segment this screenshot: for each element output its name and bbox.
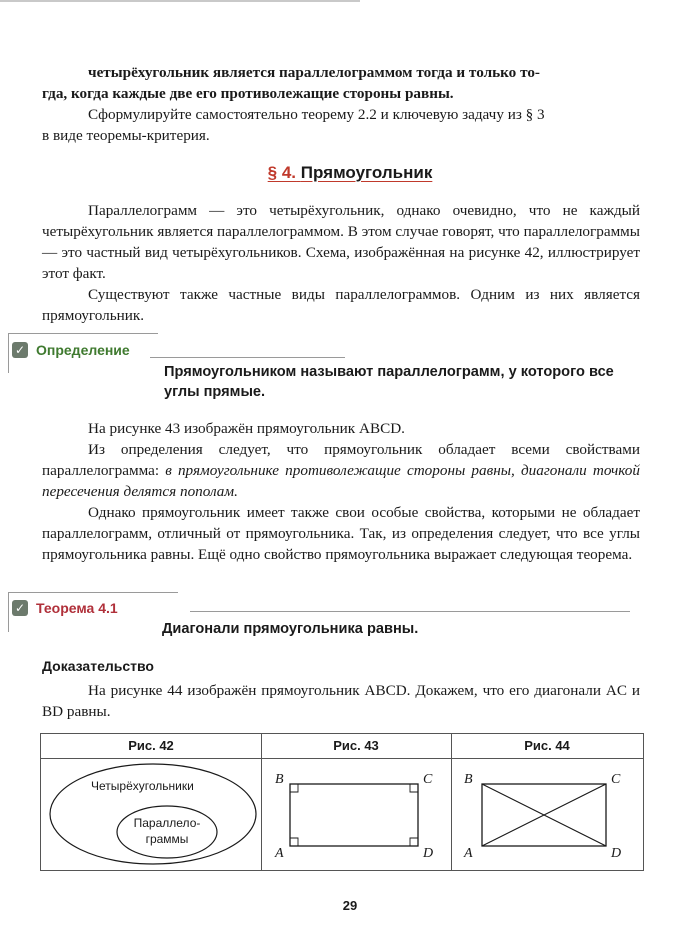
intro-line-1: четырёхугольник является параллелограммом тогда и только то- — [88, 64, 540, 81]
figure-43 — [261, 734, 452, 870]
paragraph-5 — [42, 502, 640, 565]
paragraph-3 — [42, 418, 640, 439]
paragraph-5-text: Однако прямоугольник имеет также свои особые свойства, которыми не обладает параллелограмм, отличный от прямоугольника. Так, из определения следует, что все углы прямоугольника равны. Ещё одно свойство прямоугольника выражает следующая теорема. — [42, 504, 640, 563]
vertex-a-label: A — [464, 846, 473, 861]
figures-table — [40, 733, 644, 871]
paragraph-4-italic: в прямоугольнике противолежащие стороны равны, диагонали точкой пересечения делятся пополам. — [42, 462, 640, 500]
intro-line-4: в виде теоремы-критерия. — [42, 127, 210, 144]
right-angle-marks — [290, 784, 418, 846]
definition-box-left — [8, 333, 9, 373]
paragraph-4 — [42, 439, 640, 502]
intro-task — [42, 104, 640, 146]
section-title — [0, 163, 700, 183]
figure-44-diagram — [451, 759, 643, 870]
vertex-d-label: D — [611, 846, 622, 861]
theorem-text: Диагонали прямоугольника равны. — [162, 621, 419, 637]
proof-text-content: На рисунке 44 изображён прямоугольник ABCD. Докажем, что его диагонали AC и BD равны. — [42, 682, 640, 720]
vertex-b-label: B — [275, 772, 284, 787]
definition-label: Определение — [36, 342, 130, 358]
page-number: 29 — [342, 898, 358, 913]
figure-42-diagram — [41, 759, 261, 870]
paragraph-1 — [42, 200, 640, 284]
theorem-box-left — [8, 592, 9, 632]
figure-44 — [451, 734, 643, 870]
definition-box-top — [8, 333, 158, 334]
vertex-c-label: C — [611, 772, 621, 787]
checkbox-icon: ✓ — [12, 600, 28, 616]
intro-statement — [42, 62, 640, 104]
intro-line-3: Сформулируйте самостоятельно теорему 2.2 и ключевую задачу из § 3 — [88, 106, 545, 123]
theorem-box-top — [8, 592, 178, 593]
section-title-text: Прямоугольник — [300, 163, 433, 182]
top-rule — [0, 0, 360, 2]
figure-42-caption: Рис. 42 — [41, 734, 261, 759]
theorem-header — [12, 596, 118, 620]
theorem-box-rule — [190, 611, 630, 612]
proof-text — [42, 680, 640, 722]
vertex-d-label: D — [423, 846, 434, 861]
checkbox-icon: ✓ — [12, 342, 28, 358]
paragraph-3-text: На рисунке 43 изображён прямоугольник ABCD. — [88, 420, 405, 437]
vertex-b-label: B — [464, 772, 473, 787]
rectangle-abcd — [290, 784, 418, 846]
definition-box-rule — [150, 357, 345, 358]
figure-43-caption: Рис. 43 — [261, 734, 451, 759]
figure-43-diagram — [261, 759, 451, 870]
paragraph-2-text: Существуют также частные виды параллелограммов. Одним из них является прямоугольник. — [42, 286, 640, 324]
section-number: § 4. — [267, 163, 297, 182]
proof-heading: Доказательство — [42, 658, 154, 674]
paragraph-4-text: Из определения следует, что прямоугольник обладает всеми свойствами параллелограмма: — [42, 441, 640, 479]
quadrilaterals-label: Четырёхугольники — [91, 779, 194, 793]
paragraph-2 — [42, 284, 640, 326]
definition-header — [12, 338, 130, 362]
figure-44-caption: Рис. 44 — [451, 734, 643, 759]
theorem-label: Теорема 4.1 — [36, 600, 118, 616]
definition-text: Прямоугольником называют параллелограмм, у которого все углы прямые. — [164, 364, 614, 400]
figure-42 — [41, 734, 262, 870]
vertex-a-label: A — [275, 846, 284, 861]
parallelograms-label-line-1: Параллело- — [133, 816, 201, 830]
parallelograms-label-line-2: граммы — [145, 832, 189, 846]
vertex-c-label: C — [423, 772, 433, 787]
paragraph-1-text: Параллелограмм — это четырёхугольник, однако очевидно, что не каждый четырёхугольник является параллелограммом. В этом случае говорят, что параллелограммы — это частный вид четырёхугольников. Схема, изображённая на рисунке 42, иллюстрирует этот факт. — [42, 202, 640, 282]
intro-line-2: гда, когда каждые две его противолежащие стороны равны. — [42, 85, 454, 102]
